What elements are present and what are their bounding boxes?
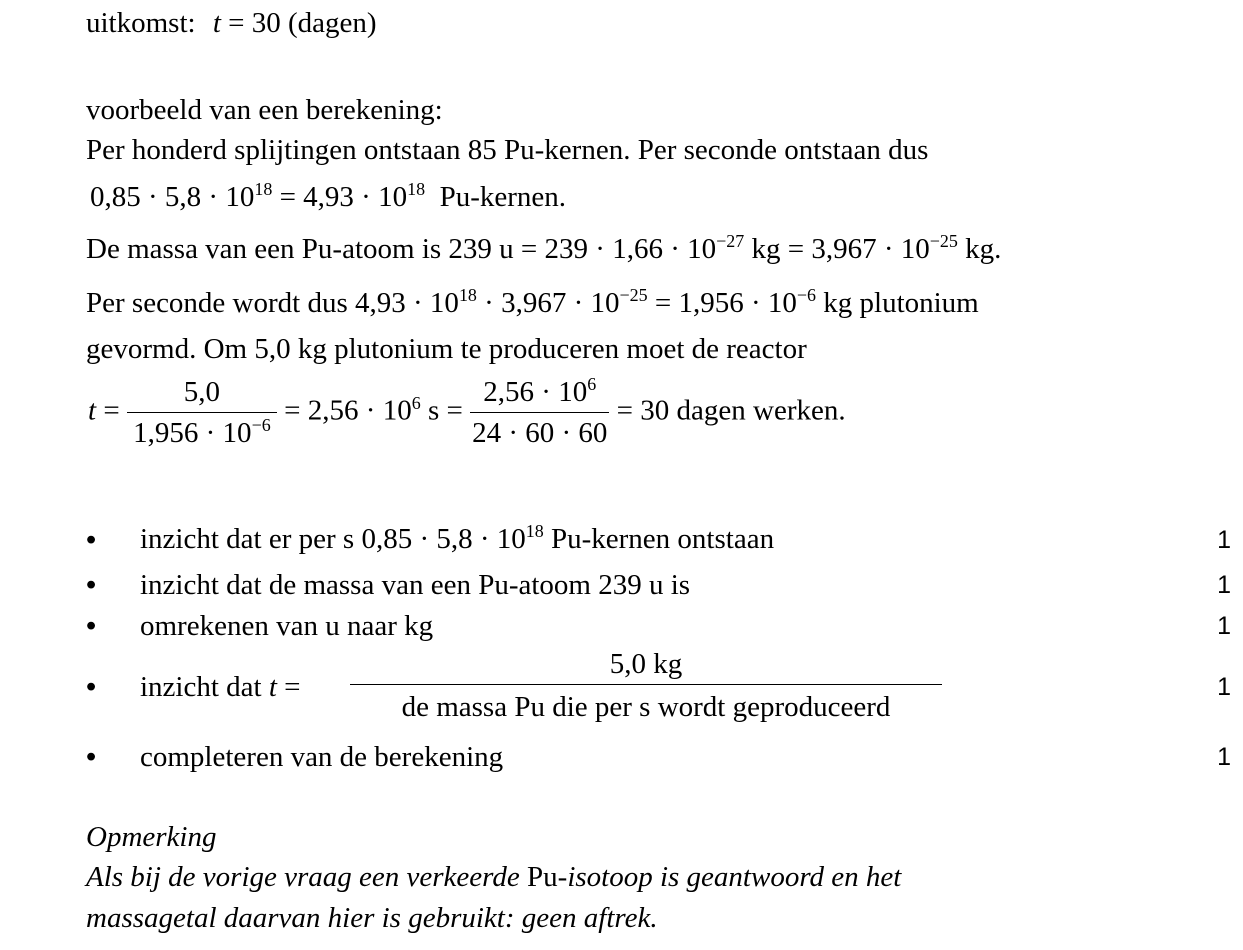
bullet: • bbox=[86, 671, 97, 703]
criterion-points: 1 bbox=[1217, 743, 1231, 771]
outcome-eq: = bbox=[228, 7, 245, 39]
remark-title: Opmerking bbox=[86, 821, 217, 853]
outcome-value: 30 bbox=[251, 7, 281, 39]
bullet: • bbox=[86, 610, 97, 642]
criterion-points: 1 bbox=[1217, 612, 1231, 640]
criterion-points: 1 bbox=[1217, 673, 1231, 701]
outcome-line bbox=[86, 9, 377, 38]
example-line-1: Per honderd splijtingen ontstaan 85 Pu-kernen. Per seconde ontstaan dus bbox=[86, 134, 929, 166]
outcome-unit: (dagen) bbox=[288, 7, 377, 39]
bullet: • bbox=[86, 741, 97, 773]
criterion-text: inzicht dat t = bbox=[140, 671, 301, 703]
criterion-points: 1 bbox=[1217, 571, 1231, 599]
criterion-fraction: 5,0 kg de massa Pu die per s wordt geproduceerd bbox=[350, 650, 942, 722]
example-line-5: gevormd. Om 5,0 kg plutonium te produceren moet de reactor bbox=[86, 333, 807, 365]
example-heading: voorbeeld van een berekening: bbox=[86, 94, 443, 126]
criterion-text: omrekenen van u naar kg bbox=[140, 610, 434, 642]
criterion-text: inzicht dat er per s $0,85 \cdot 5,8 \cdot 10^{18}$ Pu-kernen ontstaan bbox=[140, 520, 775, 555]
criterion-text: completeren van de berekening bbox=[140, 741, 504, 773]
outcome-var: t bbox=[212, 7, 221, 39]
fraction-days: $\frac{2,56 \cdot 10^6}{24 \cdot 60 \cdot 60}$ bbox=[472, 373, 608, 449]
outcome-label: uitkomst: bbox=[86, 7, 196, 39]
remark-line-1: Als bij de vorige vraag een verkeerde Pu-isotoop is geantwoord en het bbox=[86, 861, 902, 893]
example-line-3: De massa van een Pu-atoom is 239 $u = 239 \cdot 1,66 \cdot 10^{-27}$ kg = $3,967 \cdot 10^{-25}$ kg. bbox=[86, 230, 1002, 265]
bullet: • bbox=[86, 569, 97, 601]
remark-line-2: massagetal daarvan hier is gebruikt: geen aftrek. bbox=[86, 902, 658, 934]
example-line-2: $0,85 \cdot 5,8 \cdot 10^{18} = 4,93 \cdot 10^{18}$ Pu-kernen. bbox=[90, 178, 566, 213]
fraction-mass: $\frac{5,0}{1,956 \cdot 10^{-6}}$ bbox=[127, 378, 277, 448]
criterion-text: inzicht dat de massa van een Pu-atoom 239 u is bbox=[140, 569, 691, 601]
example-line-4: Per seconde wordt dus $4,93 \cdot 10^{18} \cdot 3,967 \cdot 10^{-25} = 1,956 \cdot 10^{-6}$ kg plutonium bbox=[86, 284, 979, 319]
example-line-6: t = $\frac{5,0}{1,956 \cdot 10^{-6}}$ = $2,56 \cdot 10^6$ s = $\frac{2,56 \cdot 10^6}{24 \cdot 60 \cdot 60}$ = 30 dagen werken. bbox=[88, 373, 846, 449]
criterion-points: 1 bbox=[1217, 526, 1231, 554]
bullet: • bbox=[86, 524, 97, 556]
